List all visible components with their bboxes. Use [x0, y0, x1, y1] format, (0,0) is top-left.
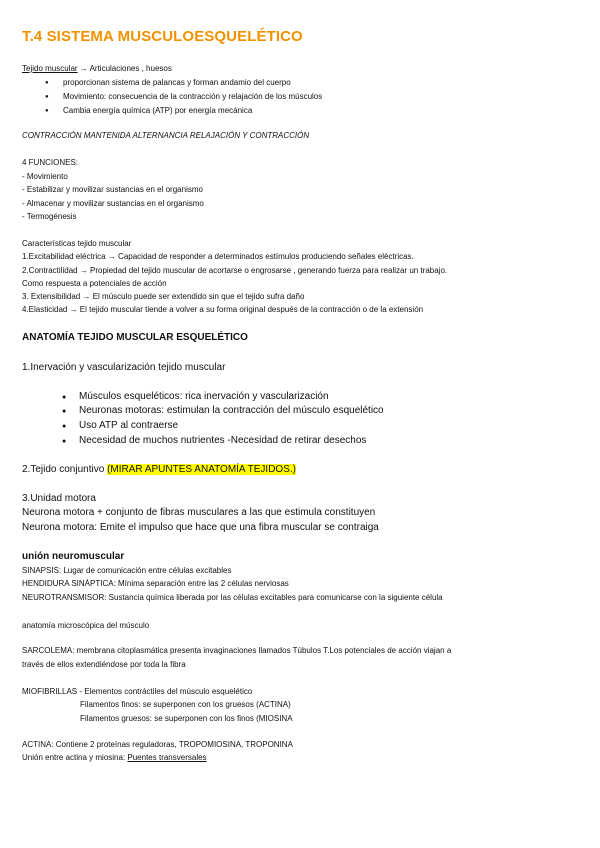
- tejido-bullet: ● proporcionan sistema de palancas y forman andamio del cuerpo: [63, 78, 291, 88]
- caracteristicas-item: 3. Extensibilidad → El músculo puede ser extendido sin que el tejido sufra daño: [22, 292, 305, 301]
- conjuntivo-line: [22, 463, 296, 476]
- anatomia-heading: ANATOMÍA TEJIDO MUSCULAR ESQUELÉTICO: [22, 332, 248, 343]
- sarcolema-line: SARCOLEMA: membrana citoplasmática presenta invaginaciones llamados Túbulos T.Los potenciales de acción viajan a: [22, 646, 452, 655]
- caracteristicas-item: Como respuesta a potenciales de acción: [22, 279, 167, 288]
- miofibrillas-heading: MIOFIBRILLAS - Elementos contráctiles del músculo esquelético: [22, 687, 253, 696]
- miofibrillas-item: Filamentos finos: se superponen con los gruesos (ACTINA): [80, 700, 291, 709]
- union-item: SINAPSIS: Lugar de comunicación entre células excitables: [22, 566, 232, 575]
- tejido-rest: → Articulaciones , huesos: [77, 64, 172, 73]
- tejido-label: Tejido muscular: [22, 64, 78, 73]
- tejido-bullet: ● Cambia energía química (ATP) por energía mecánica: [63, 106, 252, 116]
- anatomia-bullet: ● Músculos esqueléticos: rica inervación y vascularización: [79, 390, 329, 403]
- miofibrillas-item: Filamentos gruesos: se superponen con los finos (MIOSINA: [80, 714, 293, 723]
- union-actina-text: Unión entre actina y miosina:: [22, 753, 128, 762]
- caracteristicas-item: 2.Contractilidad → Propiedad del tejido muscular de acortarse o engrosarse , generando fuerza para realizar un trabajo.: [22, 266, 448, 275]
- conjuntivo-text: 2.Tejido conjuntivo: [22, 464, 108, 475]
- unidad-line: Neurona motora + conjunto de fibras musculares a las que estimula constituyen: [22, 507, 376, 518]
- inervacion-heading: 1.Inervación y vascularización tejido muscular: [22, 362, 226, 373]
- funciones-item: - Movimiento: [22, 172, 68, 181]
- tejido-line: [22, 64, 172, 74]
- caracteristicas-item: 1.Excitabilidad eléctrica → Capacidad de responder a determinados estímulos produciendo señales eléctricas.: [22, 252, 414, 261]
- puentes-link: Puentes transversales: [127, 753, 207, 762]
- unidad-line: 3.Unidad motora: [22, 493, 96, 504]
- actina-line: ACTINA: Contiene 2 proteínas reguladoras, TROPOMIOSINA, TROPONINA: [22, 740, 293, 749]
- page-title: T.4 SISTEMA MUSCULOESQUELÉTICO: [22, 28, 303, 45]
- microscopica-heading: anatomía microscópica del músculo: [22, 621, 150, 630]
- sarcolema-line: través de ellos extendiéndose por toda la fibra: [22, 660, 186, 669]
- funciones-item: - Termogénesis: [22, 212, 77, 221]
- caracteristicas-item: 4.Elasticidad → El tejido muscular tiende a volver a su forma original después de la contracción o de la extensión: [22, 305, 424, 314]
- union-item: NEUROTRANSMISOR: Sustancia química liberada por las células excitables para comunicarse con la siguiente célula: [22, 593, 443, 602]
- funciones-heading: 4 FUNCIONES:: [22, 158, 79, 167]
- anatomia-bullet: ● Uso ATP al contraerse: [79, 419, 178, 432]
- conjuntivo-highlight: (MIRAR APUNTES ANATOMÍA TEJIDOS.): [107, 464, 296, 475]
- funciones-item: - Estabilizar y movilizar sustancias en el organismo: [22, 185, 203, 194]
- contraccion-text: CONTRACCIÓN MANTENIDA ALTERNANCIA RELAJACIÓN Y CONTRACCIÓN: [22, 131, 310, 140]
- union-heading: unión neuromuscular: [22, 551, 125, 562]
- union-actina-line: [22, 753, 207, 763]
- unidad-line: Neurona motora: Emite el impulso que hace que una fibra muscular se contraiga: [22, 522, 379, 533]
- caracteristicas-heading: Características tejido muscular: [22, 239, 132, 248]
- tejido-bullet: ● Movimiento: consecuencia de la contracción y relajación de los músculos: [63, 92, 322, 102]
- funciones-item: - Almacenar y movilizar sustancias en el organismo: [22, 199, 204, 208]
- anatomia-bullet: ● Necesidad de muchos nutrientes -Necesidad de retirar desechos: [79, 434, 366, 447]
- anatomia-bullet: ● Neuronas motoras: estimulan la contracción del músculo esquelético: [79, 404, 384, 417]
- union-item: HENDIDURA SINÁPTICA: Mínima separación entre las 2 células nerviosas: [22, 579, 289, 588]
